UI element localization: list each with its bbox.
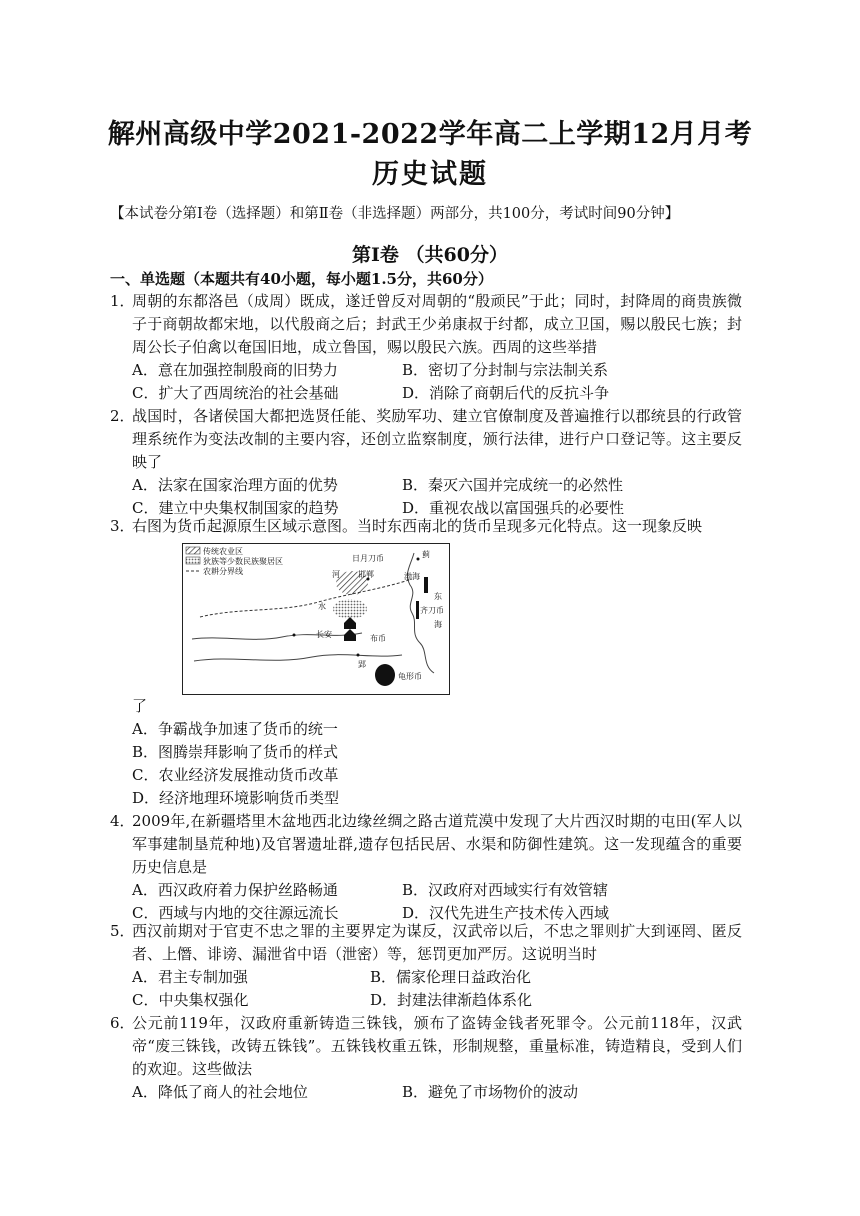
- option-c: C．扩大了西周统治的社会基础: [132, 384, 339, 402]
- question-3: [110, 515, 742, 538]
- option-b: B．图腾崇拜影响了货币的样式: [132, 743, 339, 761]
- question-1: [110, 290, 742, 359]
- option-c: C．建立中央集权制国家的趋势: [132, 499, 339, 517]
- label-he: 河: [332, 570, 340, 579]
- option-a: A．争霸战争加速了货币的统一: [132, 720, 338, 738]
- option-d: D．消除了商朝后代的反抗斗争: [402, 384, 610, 402]
- legend-farming: 传统农业区: [203, 547, 243, 556]
- exam-instructions: 【本试卷分第Ⅰ卷（选择题）和第Ⅱ卷（非选择题）两部分，共100分，考试时间90分钟】: [110, 206, 680, 222]
- question-text: 公元前119年，汉政府重新铸造三铢钱，颁布了盗铸金钱者死罪令。公元前118年，汉武帝“废三铢钱，改铸五铢钱”。五铢钱枚重五铢，形制规整，重量标准，铸造精良，受到人们的欢迎。这些做法: [132, 1014, 742, 1078]
- option-b: B．避免了市场物价的波动: [402, 1083, 579, 1101]
- question-number: 5．: [110, 922, 135, 940]
- legend-minority: 狄族等少数民族聚居区: [203, 557, 283, 566]
- label-riyue-coin: 日月刀币: [352, 554, 384, 563]
- question-text-tail: 了: [132, 697, 148, 715]
- label-bohai: 渤海: [404, 572, 420, 581]
- label-shui: 水: [318, 602, 326, 611]
- option-d: D．汉代先进生产技术传入西域: [402, 904, 610, 922]
- question-4: [110, 810, 742, 879]
- knife-coin-icon: [424, 577, 428, 593]
- minority-settlement-zone: [333, 599, 367, 619]
- legend-swatch-minority: [186, 557, 200, 564]
- option-b: B．汉政府对西域实行有效管辖: [402, 881, 609, 899]
- option-d: D．封建法律渐趋体系化: [370, 991, 533, 1009]
- label-handan: 邯郸: [358, 570, 374, 579]
- option-b: B．密切了分封制与宗法制关系: [402, 361, 609, 379]
- label-ji: 蓟: [422, 550, 430, 559]
- question-text: 周朝的东都洛邑（成周）既成，遂迁曾反对周朝的“殷顽民”于此；同时，封降周的商贵族微子于商朝故都宋地，以代殷商之后；封武王少弟康叔于纣都，成立卫国，赐以殷民七族；封周公长子伯禽以奄国旧地，成立鲁国，赐以殷民六族。西周的这些举措: [132, 292, 742, 356]
- city-marker: [293, 634, 296, 637]
- option-d: D．重视农战以富国强兵的必要性: [402, 499, 625, 517]
- label-tortoise-coin: 龟形币: [398, 672, 422, 681]
- exam-title: 解州高级中学2021-2022学年高二上学期12月月考: [107, 119, 753, 150]
- question-text: 战国时，各诸侯国大都把选贤任能、奖励军功、建立官僚制度及普遍推行以郡统县的行政管理系统作为变法改制的主要内容，还创立监察制度，颁行法律，进行户口登记等。这主要反映了: [132, 407, 742, 471]
- tortoise-coin-icon: [375, 664, 395, 686]
- part-heading: 一、单选题（本题共有40小题，每小题1.5分，共60分）: [110, 270, 493, 288]
- question-2: [110, 405, 742, 474]
- section-heading: 第Ⅰ卷 （共60分）: [352, 244, 508, 266]
- label-dong: 东: [434, 592, 442, 601]
- knife-coin-icon: [416, 601, 419, 619]
- option-a: A．降低了商人的社会地位: [132, 1083, 308, 1101]
- question-number: 6．: [110, 1014, 135, 1032]
- label-changan: 长安: [316, 630, 332, 639]
- city-marker: [417, 558, 420, 561]
- option-b: B．儒家伦理日益政治化: [370, 968, 532, 986]
- option-a: A．意在加强控制殷商的旧势力: [132, 361, 338, 379]
- option-a: A．西汉政府着力保护丝路畅通: [132, 881, 338, 899]
- exam-subject-title: 历史试题: [372, 159, 488, 190]
- option-d: D．经济地理环境影响货币类型: [132, 789, 340, 807]
- currency-origin-map: [182, 543, 450, 695]
- question-text: 右图为货币起源原生区域示意图。当时东西南北的货币呈现多元化特点。这一现象反映: [132, 517, 703, 535]
- question-number: 4．: [110, 812, 135, 830]
- option-a: A．君主专制加强: [132, 968, 248, 986]
- question-6: [110, 1012, 742, 1081]
- question-5: [110, 920, 742, 966]
- option-c: C．西域与内地的交往源远流长: [132, 904, 339, 922]
- label-hai: 海: [434, 620, 442, 629]
- question-number: 1．: [110, 292, 135, 310]
- label-qi-knife-coin: 齐刀币: [420, 606, 444, 615]
- label-ying: 郢: [358, 660, 366, 669]
- option-b: B．秦灭六国并完成统一的必然性: [402, 476, 624, 494]
- question-text: 西汉前期对于官吏不忠之罪的主要界定为谋反，汉武帝以后，不忠之罪则扩大到诬罔、匿反者、上僭、诽谤、漏泄省中语（泄密）等，惩罚更加严厉。这说明当时: [132, 922, 742, 963]
- label-spade-coin: 布币: [370, 634, 386, 643]
- city-marker: [357, 654, 360, 657]
- legend-boundary: 农耕分界线: [203, 567, 243, 576]
- question-number: 2．: [110, 407, 135, 425]
- legend-swatch-farming: [186, 547, 200, 554]
- option-a: A．法家在国家治理方面的优势: [132, 476, 338, 494]
- question-text: 2009年,在新疆塔里木盆地西北边缘丝绸之路古道荒漠中发现了大片西汉时期的屯田(军人以军事建制垦荒种地)及官署遗址群,遗存包括民居、水渠和防御性建筑。这一发现蕴含的重要历史信息是: [132, 812, 742, 876]
- option-c: C．农业经济发展推动货币改革: [132, 766, 339, 784]
- option-c: C．中央集权强化: [132, 991, 249, 1009]
- question-number: 3．: [110, 517, 135, 535]
